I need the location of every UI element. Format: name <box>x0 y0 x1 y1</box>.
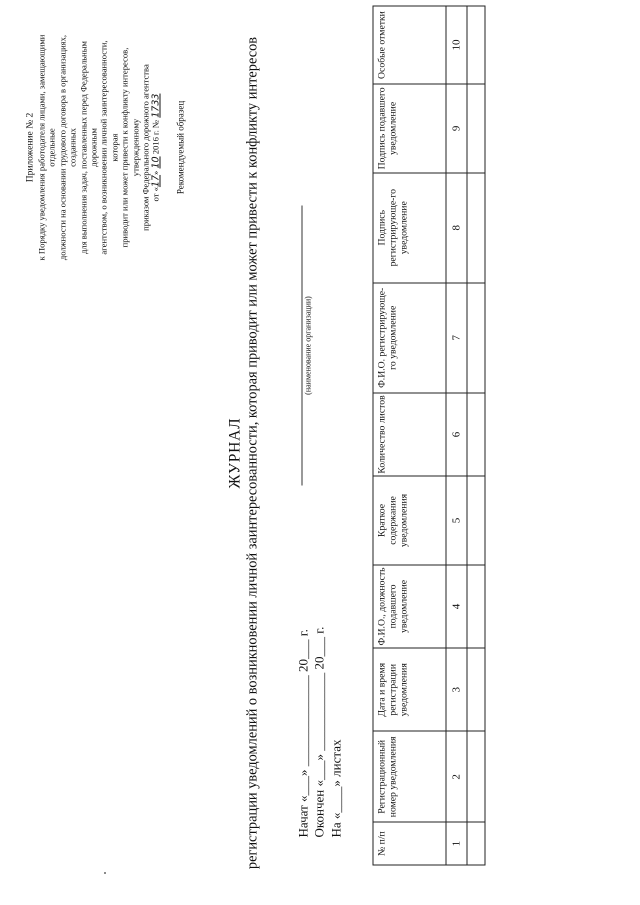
column-number-cell: 10 <box>446 6 467 84</box>
date-year: 2016 г. № <box>150 117 161 156</box>
column-number-cell: 4 <box>446 564 467 647</box>
handwritten-order-number: 1733 <box>150 93 162 118</box>
column-number-cell: 8 <box>446 172 467 282</box>
table-header-cell: Количество листов <box>373 392 446 475</box>
appendix-line: для выполнения задач, поставленных перед Федеральным дорожным <box>77 40 99 254</box>
empty-cell[interactable] <box>467 282 485 392</box>
empty-cell[interactable] <box>467 392 485 475</box>
empty-table-row <box>467 6 485 865</box>
column-number-cell: 9 <box>446 84 467 173</box>
table-header-cell: Дата и время регистрации уведомления <box>373 648 446 731</box>
column-number-cell: 3 <box>446 648 467 731</box>
empty-cell[interactable] <box>467 476 485 565</box>
column-number-cell: 7 <box>446 282 467 392</box>
date-prefix: от « <box>150 186 161 201</box>
appendix-title: Приложение № 2 <box>25 112 35 182</box>
table-header-cell: Подпись подавшего уведомление <box>373 84 446 173</box>
appendix-line: должности на основании трудового договора в организациях, созданных <box>56 34 78 260</box>
column-number-cell: 6 <box>446 392 467 475</box>
table-header-cell: Ф.И.О. регистрирующе-го уведомление <box>373 282 446 392</box>
table-header-row <box>373 6 446 865</box>
empty-cell[interactable] <box>467 172 485 282</box>
handwritten-day: 17 <box>150 174 162 187</box>
registration-table <box>372 5 485 865</box>
column-number-cell: 2 <box>446 731 467 822</box>
journal-subtitle: регистрации уведомлений о возникновении личной заинтересованности, которая приводит или может привести к конфликту интересов <box>244 36 260 869</box>
appendix-line: приводит или может привести к конфликту интересов, утвержденному <box>119 47 140 247</box>
empty-cell[interactable] <box>467 84 485 173</box>
column-number-cell: 5 <box>446 476 467 565</box>
handwritten-month: 10 <box>150 155 162 169</box>
date-mid: » <box>150 168 161 175</box>
table-header-cell: Ф.И.О., должность подавшего уведомление <box>373 564 446 647</box>
appendix-line: к Порядку уведомления работодателя лицами, замещающими отдельные <box>36 34 57 260</box>
appendix-line: агентством, о возникновении личной заинтересованности, которая <box>98 39 119 255</box>
organization-caption: (наименование организации) <box>303 295 312 395</box>
appendix-block <box>24 29 162 265</box>
started-date-field: Начат «___» ______________ 20___ г. <box>295 628 310 837</box>
journal-title: ЖУРНАЛ <box>226 417 243 488</box>
table-header-cell: Особые отметки <box>373 6 446 84</box>
table-header-cell: № п/п <box>373 822 446 865</box>
table-header-cell: Краткое содержание уведомления <box>373 476 446 565</box>
sheets-count-field: На «____» листах <box>328 739 343 837</box>
organization-name-line <box>300 205 302 485</box>
appendix-line: приказом Федерального дорожного агентства <box>140 63 151 231</box>
finished-date-field: Окончен «___» ____________ 20___ г. <box>311 626 326 837</box>
empty-cell[interactable] <box>467 6 485 84</box>
empty-cell[interactable] <box>467 822 485 865</box>
empty-cell[interactable] <box>467 648 485 731</box>
appendix-date-line <box>150 29 161 265</box>
table-header-cell: Регистрационный номер уведомления <box>373 731 446 822</box>
table-header-cell: Подпись регистрирующе-го уведомление <box>373 172 446 282</box>
column-number-cell: 1 <box>446 822 467 865</box>
scan-speck <box>104 872 106 874</box>
empty-cell[interactable] <box>467 731 485 822</box>
column-number-row <box>446 6 467 865</box>
recommended-sample-label: Рекомендуемый образец <box>175 100 185 194</box>
empty-cell[interactable] <box>467 564 485 647</box>
